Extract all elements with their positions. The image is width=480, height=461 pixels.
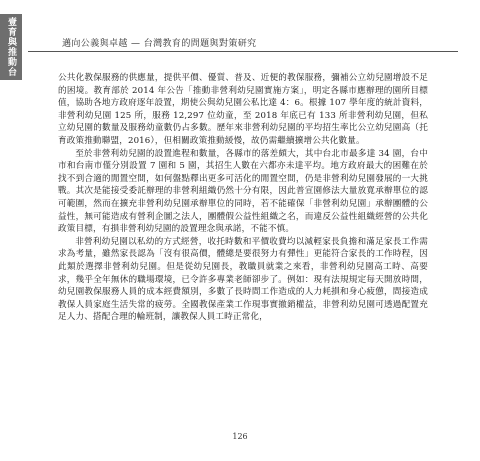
running-head: 邁向公義與卓越 — 台灣教育的問題與對策研究 bbox=[62, 39, 257, 49]
body-text bbox=[58, 72, 428, 324]
paragraph: 非營利幼兒園以私幼的方式經營，收托時數和平價收費均以減輕家長負擔和滿足家長工作需求為考量，雖然家長認為「沒有很高價，體總是要很努力有彈性」更能符合家長的工作時程，因此類於選擇非營利幼兒園。但是從幼兒園長，教職員就業之來看，非營利幼兒園高工時、高要求，幾乎全年無休的職場環境，已令許多專業老師卻步了。例如：現有法規規定每天開放時間，幼兒園教保服務人員的成本經費額別，多數了長時間工作造成的人力耗損和身心疲憊，間接造成教保人員家庭生活失常的疲勞。全國教保產業工作現事實撤銷權益，非營利幼兒園可透過配置充足人力、搭配合理的輪班制，讓教保人員工時正常化， bbox=[58, 236, 428, 323]
paragraph: 公共化教保服務的供應量，提供平價、優質、普及、近便的教保服務，彌補公立幼兒園增設不足的困境。教育部於 2014 年公告「推動非營利幼兒園實施方案」，明定各縣市應辦理的園所目標值，協助各地方政府逐年設置，期使公與幼兒園公私比達 4：6。根據 107 學年度的統計資料，非營利幼兒園 125 所，服務 12,297 位幼童，至 2018 年底已有 133 所非營利幼兒園，但私立幼兒園的數量及服務幼童數仍占多數。歷年來非營利幼兒園的平均招生率比公立幼兒園高（托育政策推動聯盟，2016），但相關政策推動緩慢，故仍需繼續擴增公共化數量。 bbox=[58, 73, 428, 146]
page-number: 126 bbox=[232, 432, 248, 441]
header-rule bbox=[28, 51, 458, 52]
chapter-side-tab: 壹育與推動台 bbox=[0, 14, 22, 80]
paragraph: 至於非營利幼兒園的設置進程和數量，各縣市的落差頗大，其中台北市最多達 34 園，台中市和台南市僅分別設置 7 園和 5 園，其招生人數在六都亦未達平均。地方政府最大的困難在於找不到合適的閒置空間，如何盤點釋出更多可活化的閒置空間，仍是非營利幼兒園發展的一大挑戰。其次是能接受委託辦理的非營利組織仍然十分有限，因此普宣園修法大量放寬承辦單位的認可範圍，然而在擴充非營利幼兒園承辦單位的同時，若不能確保「非營利幼兒園」承辦團體的公益性，無可能造成有營利企圖之法人，團體假公益性組織之名，而違反公益性組織經營的公共化政策目標，有損非營利幼兒園的設置理念與承諾，不能不慎。 bbox=[58, 148, 428, 235]
